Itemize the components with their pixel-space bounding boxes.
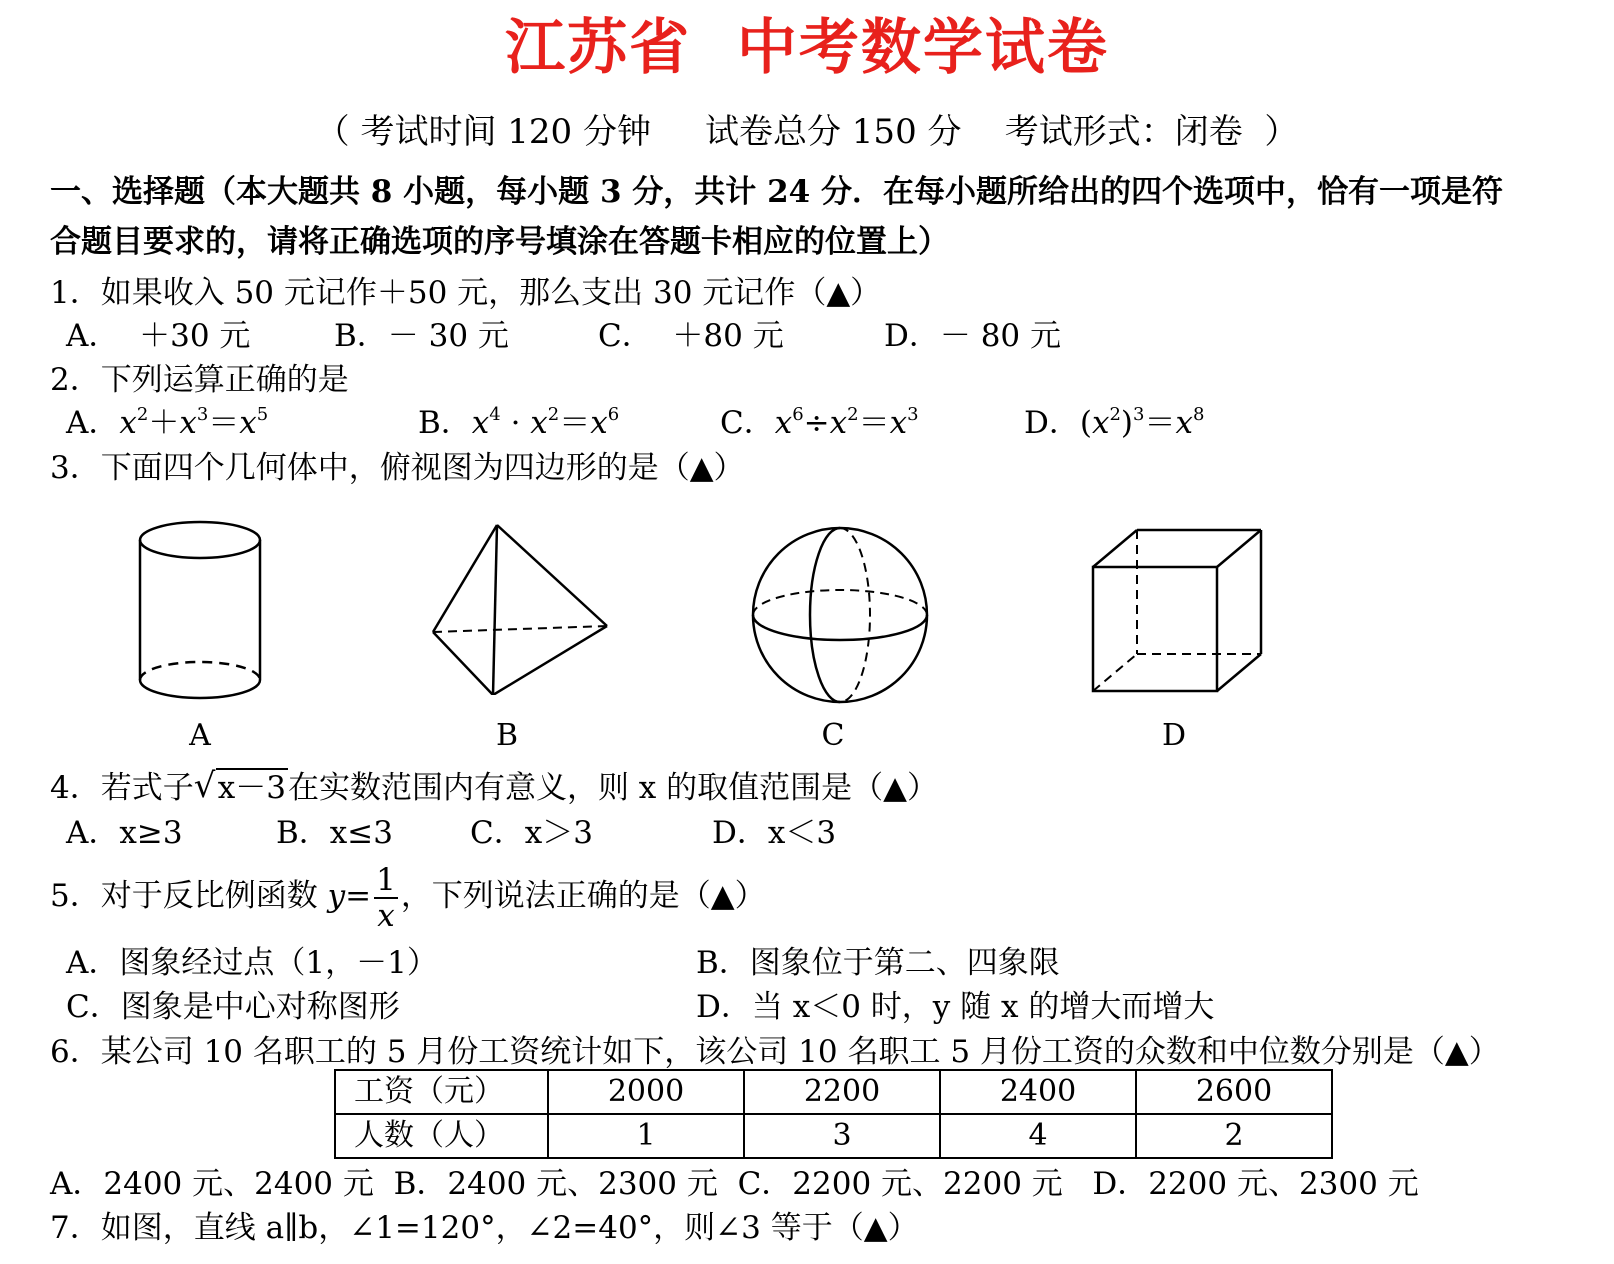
square-root: √ x－3	[193, 766, 286, 806]
cube-icon	[1085, 525, 1275, 700]
question-5-option-c: C．图象是中心对称图形	[66, 989, 400, 1025]
question-7-stem: 7．如图，直线 a∥b，∠1=120°，∠2=40°，则∠3 等于（▲）	[50, 1210, 919, 1246]
section-instructions-line1: 一、选择题（本大题共 8 小题，每小题 3 分，共计 24 分．在每小题所给出的四个选项中，恰有一项是符	[50, 174, 1504, 210]
fraction: $\frac{1}{x}$	[376, 861, 396, 934]
question-5-stem: 5．对于反比例函数 y= $\frac{1}{x}$ ，下列说法正确的是（▲）	[50, 861, 766, 934]
question-2-option-a: A．$x^2+x^3=x^5$	[66, 403, 269, 441]
question-4-option-d: D．x＜3	[712, 815, 837, 851]
question-1-option-b: B．－ 30 元	[334, 318, 509, 354]
table-header-wage: 工资（元）	[335, 1070, 548, 1114]
question-4-option-a: A．x≥3	[66, 815, 183, 851]
question-1-option-d: D．－ 80 元	[884, 318, 1062, 354]
question-2-stem: 2．下列运算正确的是	[50, 362, 349, 398]
exam-title: 江苏省 中考数学试卷	[505, 13, 1109, 83]
question-5-option-a: A．图象经过点（1，－1）	[66, 945, 438, 981]
question-2-option-c: C．$x^6\div x^2=x^3$	[720, 403, 919, 441]
question-6-options: A．2400 元、2400 元 B．2400 元、2300 元 C．2200 元、2200 元 D．2200 元、2300 元	[50, 1166, 1419, 1202]
question-1-option-a: A． ＋30 元	[66, 318, 251, 354]
question-4-option-b: B．x≤3	[276, 815, 393, 851]
wage-table	[334, 1069, 1333, 1159]
table-cell: 1	[548, 1114, 744, 1158]
question-1-stem: 1．如果收入 50 元记作＋50 元，那么支出 30 元记作（▲）	[50, 275, 882, 311]
exam-info: （ 考试时间 120 分钟 试卷总分 150 分 考试形式：闭卷 ）	[315, 112, 1299, 152]
table-cell: 4	[940, 1114, 1136, 1158]
table-cell: 2	[1136, 1114, 1332, 1158]
table-row	[335, 1070, 1332, 1114]
question-6-stem: 6．某公司 10 名职工的 5 月份工资统计如下，该公司 10 名职工 5 月份工资的众数和中位数分别是（▲）	[50, 1034, 1500, 1070]
table-cell: 3	[744, 1114, 940, 1158]
table-cell: 2000	[548, 1070, 744, 1114]
triangular-pyramid-icon	[425, 515, 615, 695]
solid-label-b: B	[495, 718, 519, 753]
table-cell: 2600	[1136, 1070, 1332, 1114]
question-2-option-b: B．$x^4 \cdot x^2=x^6$	[418, 403, 620, 441]
solid-label-c: C	[821, 718, 845, 753]
question-2-option-d: D．$(x^2)^3=x^8$	[1024, 403, 1205, 441]
question-5-option-d: D．当 x＜0 时，y 随 x 的增大而增大	[696, 989, 1215, 1025]
question-5-option-b: B．图象位于第二、四象限	[696, 945, 1060, 981]
question-4-option-c: C．x＞3	[470, 815, 593, 851]
cylinder-icon	[130, 515, 270, 705]
table-header-count: 人数（人）	[335, 1114, 548, 1158]
question-1-option-c: C． ＋80 元	[598, 318, 784, 354]
table-cell: 2400	[940, 1070, 1136, 1114]
question-4-stem: 4．若式子 √ x－3在实数范围内有意义，则 x 的取值范围是（▲）	[50, 767, 938, 809]
section-instructions-line2: 合题目要求的，请将正确选项的序号填涂在答题卡相应的位置上）	[50, 224, 949, 260]
solid-label-a: A	[189, 718, 211, 753]
sphere-icon	[745, 520, 935, 710]
table-row	[335, 1114, 1332, 1158]
table-cell: 2200	[744, 1070, 940, 1114]
solid-label-d: D	[1161, 718, 1187, 753]
question-3-stem: 3．下面四个几何体中，俯视图为四边形的是（▲）	[50, 450, 745, 486]
